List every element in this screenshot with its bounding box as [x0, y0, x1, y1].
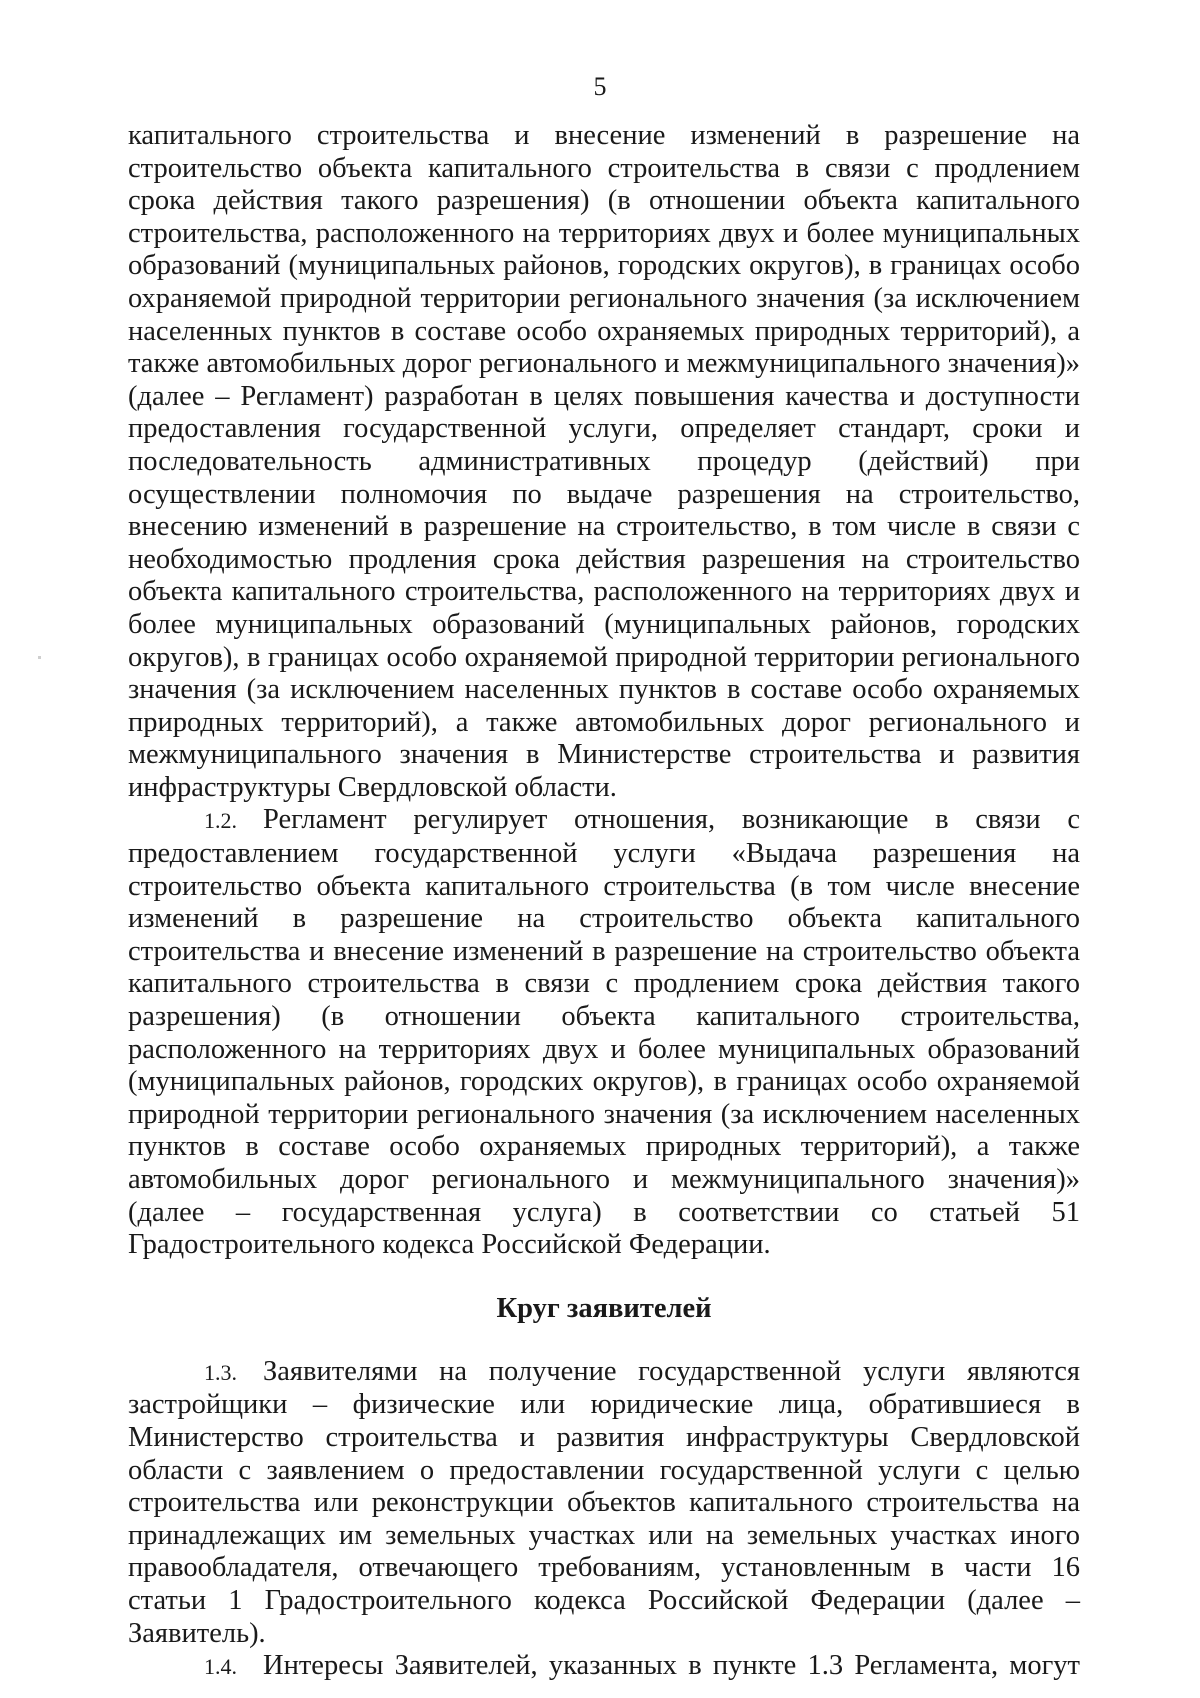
paragraph-1-4 [128, 1650, 1080, 1684]
paragraph-number: 1.2. [204, 808, 237, 834]
paragraph-1-3 [128, 1356, 1080, 1650]
paragraph-1-2 [128, 804, 1080, 1261]
paragraph-number: 1.3. [204, 1359, 237, 1385]
paragraph-text: Заявителями на получение государственной услуги являются застройщики – физические или юридические лица, обратившиеся в Министерство строительства и развития инфраструктуры Свердловской области с заявлением о предоставлении государственной услуги с целью строительства или реконструкции объектов капитального строительства на принадлежащих им земельных участках или на земельных участках иного правообладателя, отвечающего требованиям, установленным в части 16 статьи 1 Градостроительного кодекса Российской Федерации (далее – Заявитель). [128, 1355, 1080, 1649]
paragraph-text: капитального строительства и внесение изменений в разрешение на строительство объекта капитального строительства в связи с продлением срока действия такого разрешения) (в отношении объекта капитального строительства, расположенного на территориях двух и более муниципальных образований (муниципальных районов, городских округов), в границах особо охраняемой природной территории регионального значения (за исключением населенных пунктов в составе особо охраняемых природных территорий), а также автомобильных дорог регионального и межмуниципального значения)» (далее – Регламент) разработан в целях повышения качества и доступности предоставления государственной услуги, определяет стандарт, сроки и последовательность административных процедур (действий) при осуществлении полномочия по выдаче разрешения на строительство, внесению изменений в разрешение на строительство, в том числе в связи с необходимостью продления срока действия разрешения на строительство объекта капитального строительства, расположенного на территориях двух и более муниципальных образований (муниципальных районов, городских округов), в границах особо охраняемой природной территории регионального значения (за исключением населенных пунктов в составе особо охраняемых природных территорий), а также автомобильных дорог регионального и межмуниципального значения в Министерстве строительства и развития инфраструктуры Свердловской области. [128, 120, 1080, 803]
document-body [128, 120, 1080, 1684]
paragraph-text: Регламент регулирует отношения, возникающие в связи с предоставлением государственной услуги «Выдача разрешения на строительство объекта капитального строительства (в том числе внесение изменений в разрешение на строительство объекта капитального строительства и внесение изменений в разрешение на строительство объекта капитального строительства в связи с продлением срока действия такого разрешения) (в отношении объекта капитального строительства, расположенного на территориях двух и более муниципальных образований (муниципальных районов, городских округов), в границах особо охраняемой природной территории регионального значения (за исключением населенных пунктов в составе особо охраняемых природных территорий), а также автомобильных дорог регионального и межмуниципального значения)» (далее – государственная услуга) в соответствии со статьей 51 Градостроительного кодекса Российской Федерации. [128, 804, 1080, 1261]
section-heading: Круг заявителей [496, 1292, 712, 1324]
page-number: 5 [593, 72, 607, 101]
paragraph-text: Интересы Заявителей, указанных в пункте 1.3 Регламента, могут [263, 1650, 1080, 1682]
paragraph-number: 1.4. [204, 1654, 237, 1680]
scan-speck [38, 656, 41, 659]
paragraph-continuation [128, 120, 1080, 804]
